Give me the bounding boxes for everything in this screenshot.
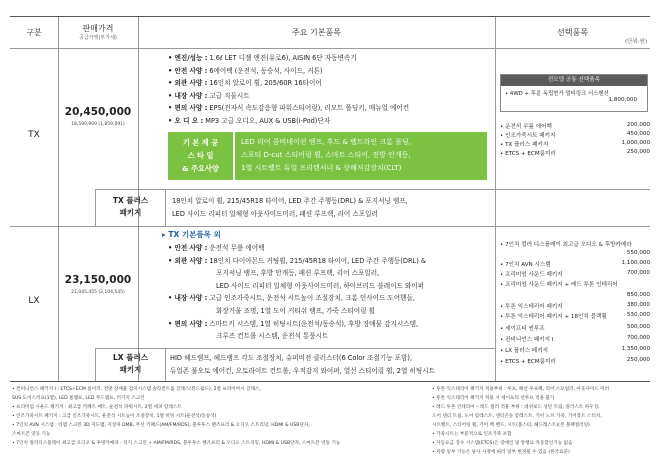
tx-style-label-2: & 주요사양 (182, 164, 219, 173)
unit-label: (단위:원) (625, 39, 648, 45)
lx-option-8: • 세이프티 썬루프 500,000 (500, 324, 650, 332)
notes-right: • 투톤 익스테리어 패키지 적용부위 : 루프, 패션 루프랙, 리어 스포일러, 아웃사이드 미러 • 투톤 익스테리어 패키지 적용 시 세이프티 선루프 적용 불가 • 레드 투톤 인테리어 – 레드 컬러 적용 부위 : 대쉬보드 상단 트림, 플러스트 하우징, 도어 센터 트림, 도어 암레스트, 센터콘솔 암레스트, 기어 노브 가죽, 기어봉트 스티치, 시트벨트, 스티어링 휠, 기어 백 밴드, 시트(볼스터, 헤드레스트)(본 블랙컬러링) • 가죽시트는 부분적으로 인조가죽 포함 • 자동요금 징수 시스템(ETCS)은 장애인 및 통행료 자동할인기능 없음 • 차량 일부 기능은 당사 사정에 따라 일부 변경될 수 있음 (한국표준) (432, 387, 610, 455)
lx-feature-0: • 안전 사양 : 운전석 무릎 에어백 (168, 244, 265, 252)
tx-style-line-0: LED 리어 콤비네이션 램프, 후드 & 벨트라인 크롬 몰딩, (241, 138, 411, 146)
tx-feature-5: • 오 디 오 : MP3 고급 오디오, AUX & USB(i-Pod)단자 (168, 116, 331, 125)
common-option-price: 1,800,000 (608, 97, 637, 103)
tx-feature-1: • 안전 사양 : 6에어백 (운전석, 동승석, 사이드, 커튼) (168, 66, 323, 75)
lx-option-0: • 7인치 컬러 디스플레이 최고급 오디오 & 후방카메라 (500, 242, 632, 248)
lx-option-11: • ETCS + ECM룸미러 250,000 (500, 357, 650, 365)
lx-feature-5: 화장거울 조명, 1열 도어 커티쉬 램프, 가죽 스티어링 휠 (216, 306, 375, 315)
tx-style-label-box (168, 132, 233, 180)
tx-style-label-1: 스 타 일 (187, 151, 214, 160)
tx-style-line-2: 1열 시트벨트 듀얼 프리텐셔너 & 상해저감장치(CLT) (241, 164, 402, 172)
lx-feature-4: • 내장 사양 : 고급 인조가죽시트, 운전석 시트높이 조절장치, 크롬 인사이드 도어핸들, (168, 294, 415, 303)
tx-option-2: • TX 플러스 패키지 1,000,000 (500, 140, 650, 148)
header-price-sub: 공급가액(부가세) (79, 35, 117, 41)
header-trim: 구분 (26, 28, 42, 37)
lx-option-7: • 투톤 익스테리어 패키지 + 18인치 블랙휠 530,000 (500, 312, 650, 320)
tx-style-label-0: 기 본 제 공 (182, 138, 219, 147)
header-features: 주요 기본품목 (292, 28, 341, 37)
tx-plus-label: TX 플러스 패키지 (112, 196, 149, 217)
header-options: 선택품목 (557, 28, 588, 37)
lx-plus-label: LX 플러스 패키지 (113, 353, 148, 374)
lx-option-1: 550,000 (626, 250, 650, 256)
lx-feature-3: LED 사이드 리피터 일체형 아웃사이드미러, 하이브리드 블레이드 와이퍼 (216, 281, 425, 290)
tx-price: 20,450,000 (64, 106, 132, 118)
tx-style-content-box (235, 132, 487, 180)
tx-price-sub: 18,590,909 (1,859,091) (71, 122, 125, 127)
tx-option-0: • 운전석 무릎 에어백 200,000 (500, 122, 650, 130)
tx-feature-list (168, 52, 409, 128)
lx-feature-7: 크루즈 컨트롤 시스템, 운전석 통풍시트 (216, 332, 329, 341)
lx-feature-6: • 편의 사양 : 스마트키 시스템, 1열 히팅시트(운전석/동승석), 후방 장애물 감지시스템, (168, 319, 419, 328)
lx-price-sub: 21,045,455 (2,104,545) (71, 290, 125, 295)
tx-option-1: • 인조가죽시트 패키지 450,000 (500, 131, 650, 139)
lx-plus-content: HID 헤드램프, 헤드램프 각도 조절장치, 슈퍼비전 클러스터(6 Color 조절기능 포함), 듀얼존 풀오토 에어컨, 오토라이트 컨트롤, 우적감지 와이퍼, 열선 스티어링 휠, 2열 히팅시트 (170, 354, 435, 375)
lx-price: 23,150,000 (64, 274, 132, 286)
header-price-label: 판매가격 (82, 24, 114, 33)
header-price (58, 18, 138, 48)
lx-option-9: • 컨비니언스 패키지 I 700,000 (500, 335, 650, 343)
tx-feature-0: • 엔진/성능 : 1.6ℓ LET 디젤 엔진(유로6), AISIN 6단 자동변속기 (168, 54, 357, 62)
lx-heading: ▸ TX 기본품목 외 (162, 230, 221, 239)
lx-option-4: • 프리미엄 사운드 패키지 + 레드 투톤 인테리어 (500, 282, 618, 288)
common-option-box (500, 74, 648, 112)
tx-option-3: • ETCS + ECM룸미러 250,000 (500, 149, 650, 157)
notes-left: • 컨비니언스 패키지 I : ETCS+ECM 룸미러, 전방 장애물 감지시스템 솔라컨트롤 글래스(윈드쉴드), 2열 프라이버시 글래스, SUS 도어스커프(1열), LED 룸램프, LED 무드램프, 러기지 스크린 • 프리미엄 사운드 패키지 : 최고급 카페트 매트, 운전석 파워시트, 2열 세퍼 암레스트 • 인조가죽시트 패키지 : 고급 인조가죽시트, 운전석 시트높이 조절장치, 1열 히팅 시트(운전석/동승석) • 7인치 AVN 시스템 : 티맵 스크린 3D 지도맵, 지상파 DMB, 무선 키패드(AM/FM/RDS), 블루투스 핸즈프리 & 오디오 스트리밍, HDMI & USB단자, 스마트폰 연동 기능 • 7인치 컬러디스플레이 최고급 오디오 & 후방카메라 : 티지 스크린 + AM/FM/RDS, 블루투스 핸즈프리 & 오디오 스트리밍, HDMI & USB단자, 스마트폰 연동 기능 (12, 387, 341, 446)
lx-option-5: 850,000 (626, 292, 650, 298)
common-option-item: • 4WD + 후륜 독립현가 멀티링크 서스펜션 (505, 91, 609, 97)
tx-trim: TX (28, 130, 40, 140)
tx-plus-content: 18인치 알로이 휠, 215/45R18 타이어, LED 주간 주행등(DRL) & 포지셔닝 램프, LED 사이드 리피터 일체형 아웃사이드미러, 패션 루프랙, 리어 스포일러 (172, 197, 408, 218)
lx-option-6: • 투톤 익스테리어 패키지 380,000 (500, 302, 650, 310)
lx-option-10: • LX 플러스 패키지 1,350,000 (500, 346, 650, 354)
lx-feature-2: 포지셔닝 램프, 후방 안개등, 패션 루프랙, 리어 스포일러, (216, 269, 380, 278)
tx-feature-4: • 편의 사양 : EPS(전자식 속도감응형 파워스티어링), 리모트 폴딩키, 매뉴얼 에어컨 (168, 104, 410, 113)
lx-option-3: • 프리미엄 사운드 패키지 700,000 (500, 270, 650, 278)
lx-feature-1: • 외관 사양 : 18인치 다이아몬드 커팅휠, 215/45R18 타이어, LED 주간 주행등(DRL) & (168, 256, 427, 265)
tx-feature-3: • 내장 사양 : 고급 직물시트 (168, 91, 250, 100)
lx-option-2: • 7인치 AVN 시스템 1,100,000 (500, 260, 650, 268)
common-option-title: 전모델 공통 선택품목 (501, 75, 647, 86)
tx-style-line-1: 스포티 D-cut 스티어링 휠, 스마트 스티어, 전방 안개등, (241, 151, 411, 159)
tx-feature-2: • 외관 사양 : 16인치 알로이 휠, 205/60R 16타이어 (168, 79, 322, 88)
lx-feature-list (168, 242, 426, 343)
lx-trim: LX (28, 296, 40, 306)
